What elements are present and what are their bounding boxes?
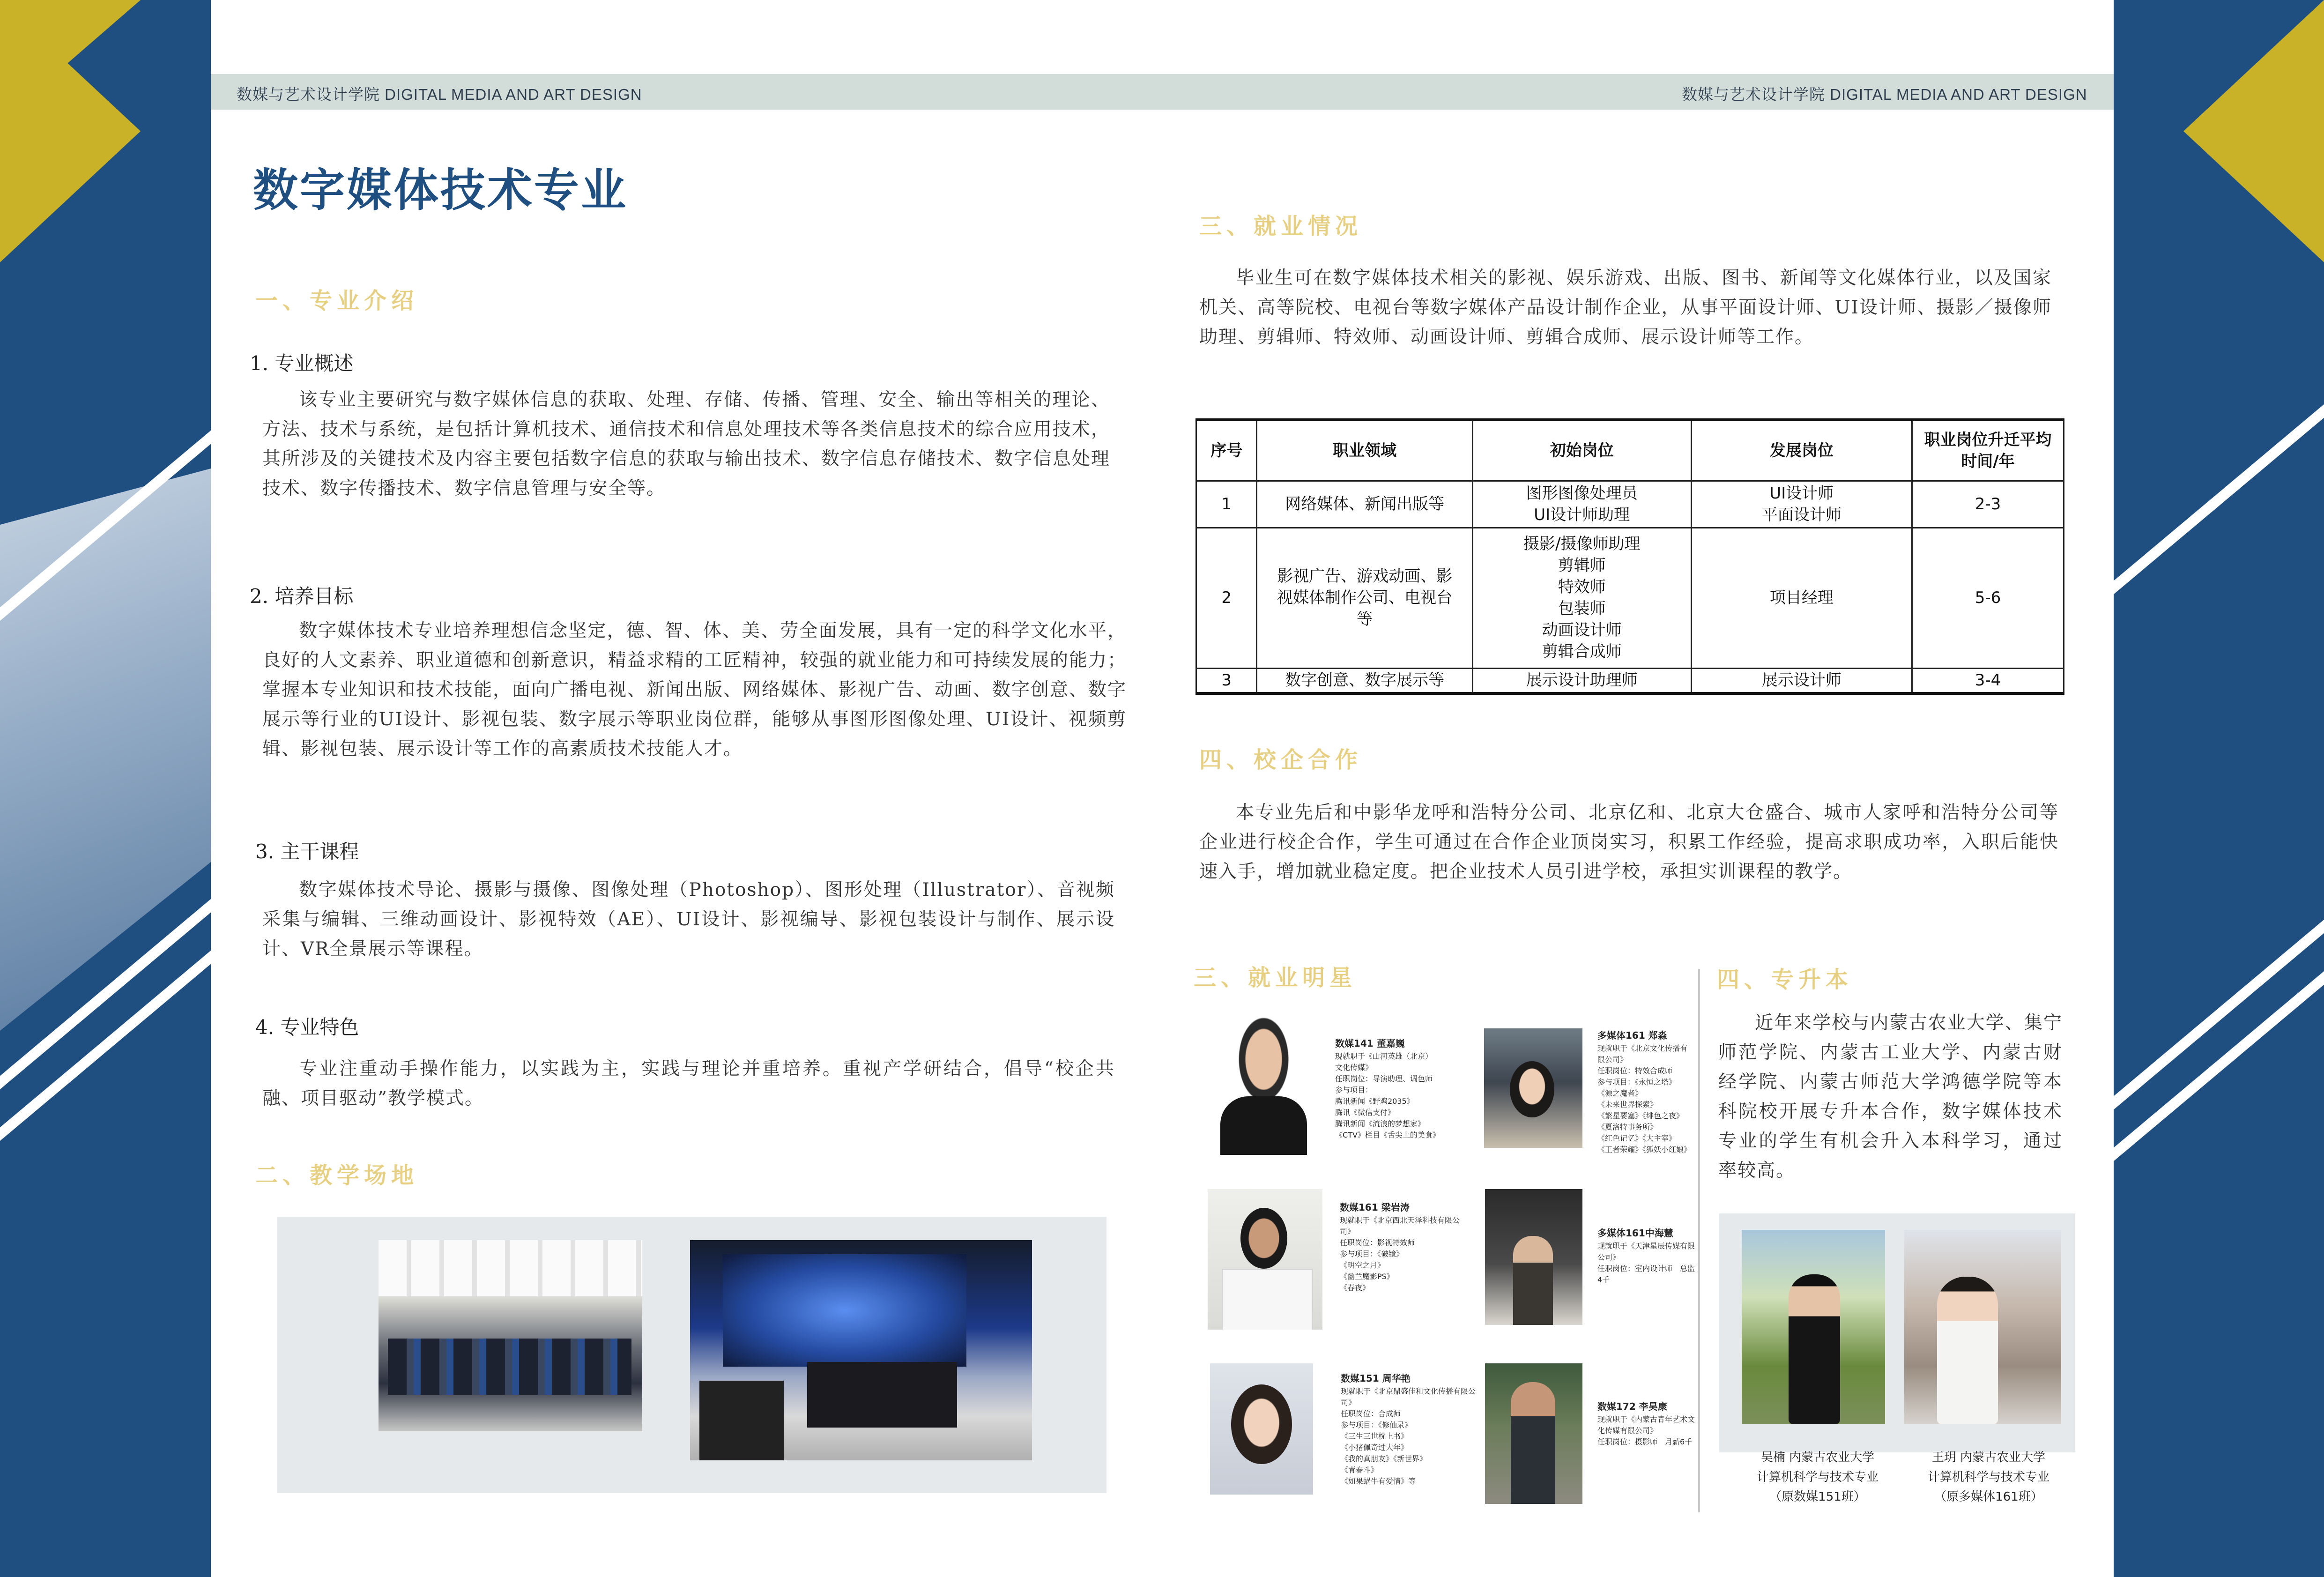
subheading-features: 4. 专业特色	[255, 1016, 359, 1039]
left-decorative-border	[0, 0, 211, 1577]
cell-initial	[1472, 528, 1691, 668]
star-line: 任职岗位：合成师	[1341, 1409, 1401, 1418]
subheading-overview: 1. 专业概述	[250, 352, 354, 375]
grad-line: 吴楠 内蒙古农业大学	[1760, 1451, 1875, 1465]
star-line: 现就职于《北京文化传播有限公司》	[1597, 1044, 1688, 1064]
star-photo	[1485, 1189, 1582, 1325]
column-divider	[1698, 969, 1700, 1512]
cell-years: 3-4	[1912, 668, 2064, 693]
initial-role: 剪辑师	[1558, 556, 1606, 575]
gold-triangle-right	[2183, 0, 2324, 262]
star-line: 《青春斗》	[1341, 1465, 1379, 1474]
star-line: 腾讯新闻《流浪的梦想家》	[1335, 1119, 1426, 1128]
grad-line: 王玥 内蒙古农业大学	[1931, 1451, 2046, 1465]
table-header-row	[1196, 420, 2064, 481]
star-caption	[1340, 1202, 1471, 1294]
star-line: 任职岗位：导演助理、调色师	[1335, 1074, 1433, 1083]
paragraph-upgrade: 近年来学校与内蒙古农业大学、集宁师范学院、内蒙古工业大学、内蒙古财经学院、内蒙古师范大学鸿德学院等本科院校开展专升本合作，数字媒体技术专业的学生有机会升入本科学习，通过率较高。	[1718, 1012, 2063, 1181]
star-line: 《源之魔者》	[1597, 1089, 1643, 1098]
star-line: 《三生三世枕上书》	[1341, 1432, 1409, 1441]
star-name: 多媒体161 郑淼	[1597, 1030, 1667, 1041]
star-line: 现就职于《北京西北天泽科技有限公司》	[1340, 1216, 1460, 1236]
classroom-photo	[379, 1240, 642, 1431]
develop-role: 项目经理	[1769, 588, 1834, 607]
shirt	[1222, 1269, 1313, 1330]
paragraph-goals: 数字媒体技术专业培养理想信念坚定，德、智、体、美、劳全面发展，具有一定的科学文化水平，良好的人文素养、职业道德和创新意识，精益求精的工匠精神，较强的就业能力和可持续发展的能力；掌握本专业知识和技术技能，面向广播电视、新闻出版、网络媒体、影视广告、动画、数字创意、数字展示等行业的UI设计、影视包装、数字展示等职业岗位群，能够从事图形图像处理、UI设计、视频剪辑、影视包装、展示设计等工作的高素质技术技能人才。	[262, 620, 1127, 759]
paragraph-employment: 毕业生可在数字媒体技术相关的影视、娱乐游戏、出版、图书、新闻等文化媒体行业，以及国家机关、高等院校、电视台等数字媒体产品设计制作企业，从事平面设计师、UI设计师、摄影／摄像师助理、剪辑师、特效师、动画设计师、剪辑合成师、展示设计师等工作。	[1199, 268, 2052, 348]
th-field: 职业领域	[1257, 420, 1472, 481]
star-line: 现就职于《北京鼎盛佳和文化传播有限公司》	[1341, 1387, 1476, 1407]
star-photo	[1210, 1363, 1313, 1495]
star-line: 参与项目：《修仙录》	[1341, 1421, 1412, 1429]
star-caption	[1597, 1227, 1696, 1286]
star-line: 任职岗位：影视特效师	[1340, 1238, 1415, 1247]
graduate-photo	[1904, 1230, 2061, 1424]
section-heading-star-graduates: 三、就业明星	[1194, 965, 1357, 991]
ceiling-lights	[379, 1240, 642, 1296]
star-line: 《红色记忆》《大主宰》	[1597, 1134, 1677, 1143]
star-line: 《春夜》	[1340, 1283, 1370, 1292]
star-line: 现就职于《天津星辰传媒有限公司》	[1597, 1242, 1695, 1262]
initial-role: 摄影/摄像师助理	[1523, 535, 1641, 553]
paragraph-courses: 数字媒体技术导论、摄影与摄像、图像处理（Photoshop）、图形处理（Illustrator）、音视频采集与编辑、三维动画设计、影视特效（AE）、UI设计、影视编导、影视包装设计与制作、展示设计、VR全景展示等课程。	[262, 879, 1115, 960]
figure	[1513, 1236, 1553, 1325]
cell-develop	[1691, 528, 1912, 668]
header-right-text: 数媒与艺术设计学院 DIGITAL MEDIA AND ART DESIGN	[1682, 86, 2087, 103]
star-photo	[1484, 1028, 1582, 1148]
initial-role: 包装师	[1558, 599, 1606, 618]
star-caption	[1335, 1038, 1476, 1141]
face	[1510, 1061, 1554, 1117]
paragraph-cooperation: 本专业先后和中影华龙呼和浩特分公司、北京亿和、北京大仓盛合、城市人家呼和浩特分公司等企业进行校企合作，学生可通过在合作企业顶岗实习，积累工作经验，提高求职成功率，入职后能快速入手，增加就业稳定度。把企业技术人员引进学校，承担实训课程的教学。	[1199, 802, 2059, 882]
star-line: 参与项目：《破镜》	[1340, 1250, 1404, 1258]
star-caption	[1597, 1030, 1691, 1155]
th-develop: 发展岗位	[1691, 420, 1912, 481]
cell-initial	[1472, 481, 1691, 528]
graduate-figure	[1937, 1277, 1998, 1424]
initial-role: 动画设计师	[1542, 621, 1622, 640]
grad-line: 计算机科学与技术专业	[1756, 1470, 1879, 1484]
grad-line: （原数媒151班）	[1769, 1490, 1866, 1504]
blue-screen	[723, 1254, 966, 1367]
right-decorative-border	[2114, 0, 2324, 1577]
initial-role: 剪辑合成师	[1542, 642, 1622, 661]
table-row	[1196, 528, 2064, 668]
star-caption	[1597, 1401, 1696, 1448]
blurred-photo-strip	[0, 469, 211, 1031]
page-title: 数字媒体技术专业	[253, 164, 628, 216]
star-name: 数媒172 李昊康	[1597, 1401, 1667, 1412]
star-line: 《王者荣耀》《狐妖小红娘》	[1597, 1145, 1692, 1154]
star-line: 《我的真朋友》《新世界》	[1341, 1454, 1427, 1463]
graduate-photo	[1742, 1230, 1885, 1424]
star-line: 《幽兰魔影PS》	[1340, 1272, 1394, 1281]
develop-role: 展示设计师	[1761, 671, 1841, 690]
star-line: 参与项目：	[1335, 1086, 1373, 1094]
monitors	[807, 1362, 957, 1428]
subheading-goals: 2. 培养目标	[250, 585, 354, 608]
white-diagonal-stripe	[2114, 394, 2324, 612]
star-caption	[1341, 1373, 1477, 1487]
initial-role: UI设计师助理	[1534, 506, 1630, 524]
grad-line: 计算机科学与技术专业	[1927, 1470, 2049, 1484]
equipment-cabinet	[699, 1381, 784, 1460]
star-line: 任职岗位：特效合成师	[1597, 1066, 1673, 1075]
cell-field: 影视广告、游戏动画、影视媒体制作公司、电视台等	[1257, 528, 1472, 668]
cell-no: 1	[1196, 481, 1257, 528]
initial-role: 图形图像处理员	[1526, 484, 1638, 503]
th-no: 序号	[1196, 420, 1257, 481]
star-name: 数媒141 董嘉巍	[1335, 1038, 1405, 1049]
gold-triangle-left	[0, 0, 141, 262]
cell-years: 2-3	[1912, 481, 2064, 528]
paragraph-overview: 该专业主要研究与数字媒体信息的获取、处理、存储、传播、管理、安全、输出等相关的理论、方法、技术与系统，是包括计算机技术、通信技术和信息处理技术等各类信息技术的综合应用技术，其所涉及的关键技术及内容主要包括数字信息的获取与输出技术、数字信息存储技术、数字信息处理技术、数字传播技术、数字信息管理与安全等。	[262, 389, 1110, 499]
star-photo	[1485, 1363, 1582, 1504]
star-line: 任职岗位：摄影师 月薪6千	[1597, 1437, 1693, 1446]
career-table	[1195, 418, 2064, 695]
th-initial: 初始岗位	[1472, 420, 1691, 481]
star-name: 多媒体161中海慧	[1597, 1227, 1673, 1239]
star-line: 《夏洛特事务所》	[1597, 1123, 1658, 1131]
star-line: 《繁星要塞》《绯色之夜》	[1597, 1111, 1684, 1120]
cell-no: 2	[1196, 528, 1257, 668]
graduate-caption	[1911, 1448, 2066, 1507]
cell-field: 数字创意、数字展示等	[1257, 668, 1472, 693]
star-line: 《明空之月》	[1340, 1261, 1385, 1270]
students-row	[388, 1339, 631, 1395]
shirt	[1220, 1096, 1307, 1155]
th-years: 职业岗位升迁平均时间/年	[1912, 420, 2064, 481]
table-row	[1196, 481, 2064, 528]
section-heading-venue: 二、教学场地	[255, 1162, 419, 1189]
star-line: 《如果蜗牛有爱情》等	[1341, 1477, 1416, 1486]
cell-develop	[1691, 481, 1912, 528]
initial-role: 特效师	[1558, 578, 1606, 596]
star-line: 任职岗位：室内设计师 总监4千	[1597, 1264, 1695, 1284]
star-line: 《CTV》栏目《舌尖上的美食》	[1335, 1131, 1440, 1139]
star-photo	[1208, 1189, 1322, 1330]
face	[1240, 1208, 1287, 1269]
cell-no: 3	[1196, 668, 1257, 693]
star-line: 参与项目：《永恒之塔》	[1597, 1078, 1677, 1086]
star-line: 《小猪佩奇过大年》	[1341, 1443, 1409, 1452]
star-photo	[1206, 1014, 1321, 1155]
develop-role: UI设计师	[1769, 484, 1834, 503]
star-line: 《未来世界探索》	[1597, 1100, 1658, 1109]
star-line: 文化传媒》	[1335, 1063, 1373, 1072]
white-diagonal-stripe	[2114, 909, 2324, 1128]
star-name: 数媒151 周华艳	[1341, 1373, 1411, 1384]
star-line: 现就职于《内蒙古青年艺术文化传媒有限公司》	[1597, 1415, 1695, 1435]
cell-years: 5-6	[1912, 528, 2064, 668]
studio-photo	[690, 1240, 1032, 1460]
develop-role: 平面设计师	[1761, 506, 1841, 524]
star-line: 现就职于《山河英雄（北京）	[1335, 1052, 1433, 1061]
section-heading-intro: 一、专业介绍	[255, 288, 419, 314]
face	[1231, 1384, 1292, 1464]
star-name: 数媒161 梁岩涛	[1340, 1202, 1410, 1213]
section-heading-cooperation: 四、校企合作	[1199, 747, 1363, 773]
cell-field: 网络媒体、新闻出版等	[1257, 481, 1472, 528]
section-heading-upgrade: 四、专升本	[1717, 967, 1853, 993]
cell-initial	[1472, 668, 1691, 693]
graduate-figure	[1789, 1274, 1840, 1424]
graduate-caption	[1740, 1448, 1895, 1507]
grad-line: （原多媒体161班）	[1934, 1490, 2043, 1504]
star-line: 腾讯《微信支付》	[1335, 1108, 1396, 1117]
figure	[1511, 1382, 1555, 1504]
section-heading-employment: 三、就业情况	[1199, 213, 1363, 239]
star-line: 腾讯新闻《野鸡2035》	[1335, 1097, 1414, 1106]
cell-develop	[1691, 668, 1912, 693]
subheading-courses: 3. 主干课程	[255, 840, 359, 863]
header-left-text: 数媒与艺术设计学院 DIGITAL MEDIA AND ART DESIGN	[237, 86, 642, 103]
table-row	[1196, 668, 2064, 693]
initial-role: 展示设计助理师	[1526, 671, 1638, 690]
paragraph-features: 专业注重动手操作能力，以实践为主，实践与理论并重培养。重视产学研结合，倡导“校企共融、项目驱动”教学模式。	[262, 1058, 1115, 1109]
